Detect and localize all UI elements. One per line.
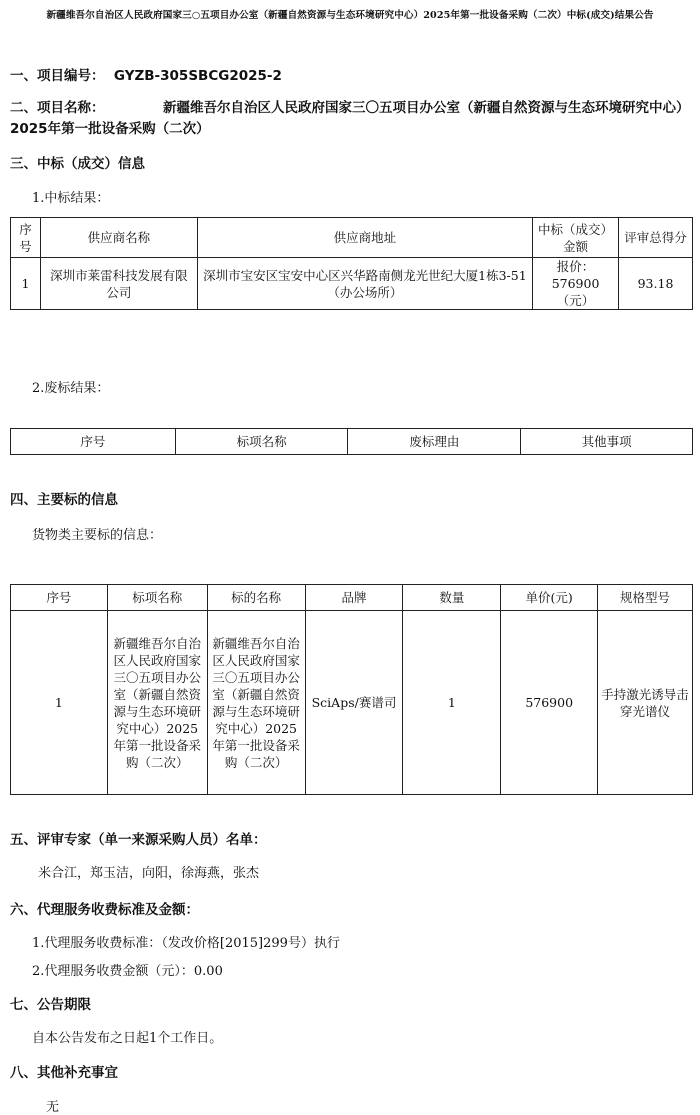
award-header-supplier-name: 供应商名称	[40, 218, 197, 258]
subject-header-item-name: 标项名称	[107, 585, 207, 611]
award-header-supplier-address: 供应商地址	[197, 218, 532, 258]
subject-header-subject-name: 标的名称	[207, 585, 305, 611]
failed-header-item-name: 标项名称	[175, 429, 348, 455]
subject-row-brand: SciAps/赛谱司	[305, 611, 403, 795]
section-notice-period-title: 七、公告期限	[10, 997, 91, 1013]
subject-header-brand: 品牌	[305, 585, 403, 611]
notice-period-text: 自本公告发布之日起1个工作日。	[32, 1031, 223, 1046]
project-name-value: 新疆维吾尔自治区人民政府国家三〇五项目办公室（新疆自然资源与生态环境研究中心）2025年第一批设备采购（二次）	[10, 100, 690, 137]
award-header-no: 序号	[11, 218, 41, 258]
amount-label: 报价：	[556, 259, 595, 274]
main-subject-table	[10, 584, 693, 795]
project-name	[10, 98, 692, 140]
award-row-score: 93.18	[619, 258, 693, 310]
agency-fee-standard: 1.代理服务收费标准：（发改价格[2015]299号）执行	[32, 936, 340, 951]
subject-row-subject-name: 新疆维吾尔自治区人民政府国家三〇五项目办公室（新疆自然资源与生态环境研究中心）2025年第一批设备采购（二次）	[207, 611, 305, 795]
subject-row-unit-price: 576900	[501, 611, 598, 795]
failed-header-other: 其他事项	[521, 429, 693, 455]
subject-header-quantity: 数量	[403, 585, 501, 611]
agency-fee-amount: 2.代理服务收费金额（元）：0.00	[32, 964, 223, 979]
expert-names: 米合江，郑玉洁，向阳，徐海燕，张杰	[38, 866, 260, 881]
award-row-no: 1	[11, 258, 41, 310]
other-matters-text: 无	[46, 1100, 60, 1115]
award-table-header	[11, 218, 693, 258]
subject-row-model: 手持激光诱导击穿光谱仪	[598, 611, 693, 795]
award-row-amount	[533, 258, 619, 310]
section-main-subject-title: 四、主要标的信息	[10, 492, 118, 508]
award-header-score: 评审总得分	[619, 218, 693, 258]
failed-header-reason: 废标理由	[348, 429, 521, 455]
subject-row-item-name: 新疆维吾尔自治区人民政府国家三〇五项目办公室（新疆自然资源与生态环境研究中心）2025年第一批设备采购（二次）	[107, 611, 207, 795]
award-row-supplier-name: 深圳市莱雷科技发展有限公司	[40, 258, 197, 310]
page-header: 新疆维吾尔自治区人民政府国家三○五项目办公室（新疆自然资源与生态环境研究中心）2025年第一批设备采购（二次）中标(成交)结果公告	[46, 10, 654, 21]
award-result-subtitle: 1.中标结果：	[32, 191, 110, 206]
section-other-matters-title: 八、其他补充事宜	[10, 1065, 118, 1081]
subject-table-header	[11, 585, 693, 611]
amount-value: 576900（元）	[551, 276, 600, 308]
failed-bid-subtitle: 2.废标结果：	[32, 381, 110, 396]
table-row	[11, 611, 693, 795]
project-number-label: 一、项目编号：	[10, 68, 105, 84]
subject-row-quantity: 1	[403, 611, 501, 795]
table-row	[11, 258, 693, 310]
subject-row-no: 1	[11, 611, 108, 795]
failed-header-no: 序号	[11, 429, 176, 455]
failed-bid-table	[10, 428, 693, 455]
subject-header-model: 规格型号	[598, 585, 693, 611]
award-row-supplier-address: 深圳市宝安区宝安中心区兴华路南侧龙光世纪大厦1栋3-51（办公场所）	[197, 258, 532, 310]
section-agency-fee-title: 六、代理服务收费标准及金额：	[10, 902, 199, 918]
project-number	[10, 64, 282, 84]
section-award-info-title: 三、中标（成交）信息	[10, 156, 145, 172]
subject-header-no: 序号	[11, 585, 108, 611]
award-header-amount: 中标（成交）金额	[533, 218, 619, 258]
project-number-value: GYZB-305SBCG2025-2	[113, 68, 282, 84]
section-experts-title: 五、评审专家（单一来源采购人员）名单：	[10, 832, 267, 848]
project-name-label: 二、项目名称：	[10, 100, 105, 116]
failed-bid-header	[11, 429, 693, 455]
award-result-table	[10, 217, 693, 310]
subject-header-unit-price: 单价(元)	[501, 585, 598, 611]
goods-subject-subtitle: 货物类主要标的信息：	[32, 528, 163, 543]
